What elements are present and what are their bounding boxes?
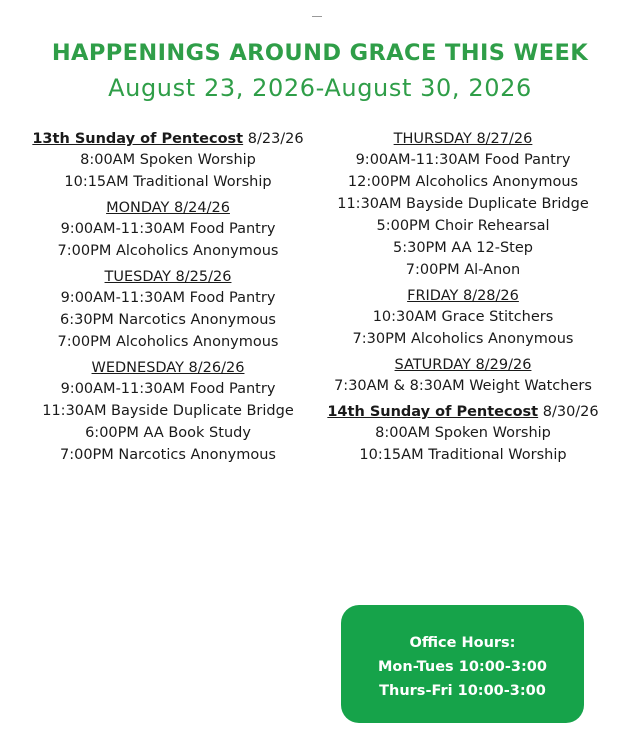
day-heading-date: TUESDAY 8/25/26 <box>104 269 232 285</box>
office-hours-mon-tues: Mon-Tues 10:00-3:00 <box>378 659 547 675</box>
day-heading-bold: 13th Sunday of Pentecost <box>32 131 244 147</box>
day-heading <box>395 355 532 375</box>
event-item: 7:00PM Alcoholics Anonymous <box>57 334 279 350</box>
day-heading-date: WEDNESDAY 8/26/26 <box>91 360 245 376</box>
event-item: 6:30PM Narcotics Anonymous <box>60 312 276 328</box>
day-heading <box>106 198 230 218</box>
event-item: 5:30PM AA 12-Step <box>393 240 533 256</box>
event-item: 9:00AM-11:30AM Food Pantry <box>60 290 276 306</box>
day-block <box>18 357 318 466</box>
day-heading <box>92 358 245 378</box>
day-block <box>318 354 608 397</box>
event-item: 6:00PM AA Book Study <box>85 425 251 441</box>
day-block <box>318 285 608 350</box>
event-item: 11:30AM Bayside Duplicate Bridge <box>337 196 589 212</box>
event-item: 10:30AM Grace Stitchers <box>372 309 554 325</box>
event-item: 9:00AM-11:30AM Food Pantry <box>60 381 276 397</box>
day-block <box>318 128 608 281</box>
day-heading <box>32 129 303 149</box>
event-item: 8:00AM Spoken Worship <box>375 425 551 441</box>
page-title: HAPPENINGS AROUND GRACE THIS WEEK <box>51 40 589 66</box>
office-hours-title: Office Hours: <box>409 635 516 651</box>
day-heading-date: 8/23/26 <box>243 131 304 147</box>
day-heading <box>407 286 519 306</box>
event-item: 7:00PM Al-Anon <box>405 262 521 278</box>
scan-mark <box>312 16 322 17</box>
day-block <box>18 128 318 193</box>
event-item: 8:00AM Spoken Worship <box>80 152 256 168</box>
day-block <box>318 401 608 466</box>
day-heading-date: 8/30/26 <box>538 404 599 420</box>
date-range: August 23, 2026-August 30, 2026 <box>108 74 532 102</box>
day-heading-date: MONDAY 8/24/26 <box>106 200 230 216</box>
event-item: 7:00PM Alcoholics Anonymous <box>57 243 279 259</box>
day-heading-date: THURSDAY 8/27/26 <box>393 131 533 147</box>
event-item: 7:30PM Alcoholics Anonymous <box>352 331 574 347</box>
day-heading-date: FRIDAY 8/28/26 <box>407 288 519 304</box>
event-item: 12:00PM Alcoholics Anonymous <box>347 174 579 190</box>
schedule-left-column <box>18 128 318 470</box>
event-item: 7:30AM & 8:30AM Weight Watchers <box>334 378 592 394</box>
day-heading <box>105 267 232 287</box>
office-hours-thurs-fri: Thurs-Fri 10:00-3:00 <box>379 683 546 699</box>
event-item: 9:00AM-11:30AM Food Pantry <box>355 152 571 168</box>
event-item: 7:00PM Narcotics Anonymous <box>60 447 276 463</box>
event-item: 10:15AM Traditional Worship <box>359 447 567 463</box>
day-heading-bold: 14th Sunday of Pentecost <box>327 404 539 420</box>
event-item: 5:00PM Choir Rehearsal <box>376 218 550 234</box>
day-block <box>18 197 318 262</box>
day-block <box>18 266 318 353</box>
schedule-right-column <box>318 128 608 470</box>
event-item: 9:00AM-11:30AM Food Pantry <box>60 221 276 237</box>
office-hours-box <box>341 605 584 723</box>
event-item: 11:30AM Bayside Duplicate Bridge <box>42 403 294 419</box>
day-heading <box>394 129 533 149</box>
event-item: 10:15AM Traditional Worship <box>64 174 272 190</box>
day-heading <box>327 402 598 422</box>
day-heading-date: SATURDAY 8/29/26 <box>394 357 532 373</box>
